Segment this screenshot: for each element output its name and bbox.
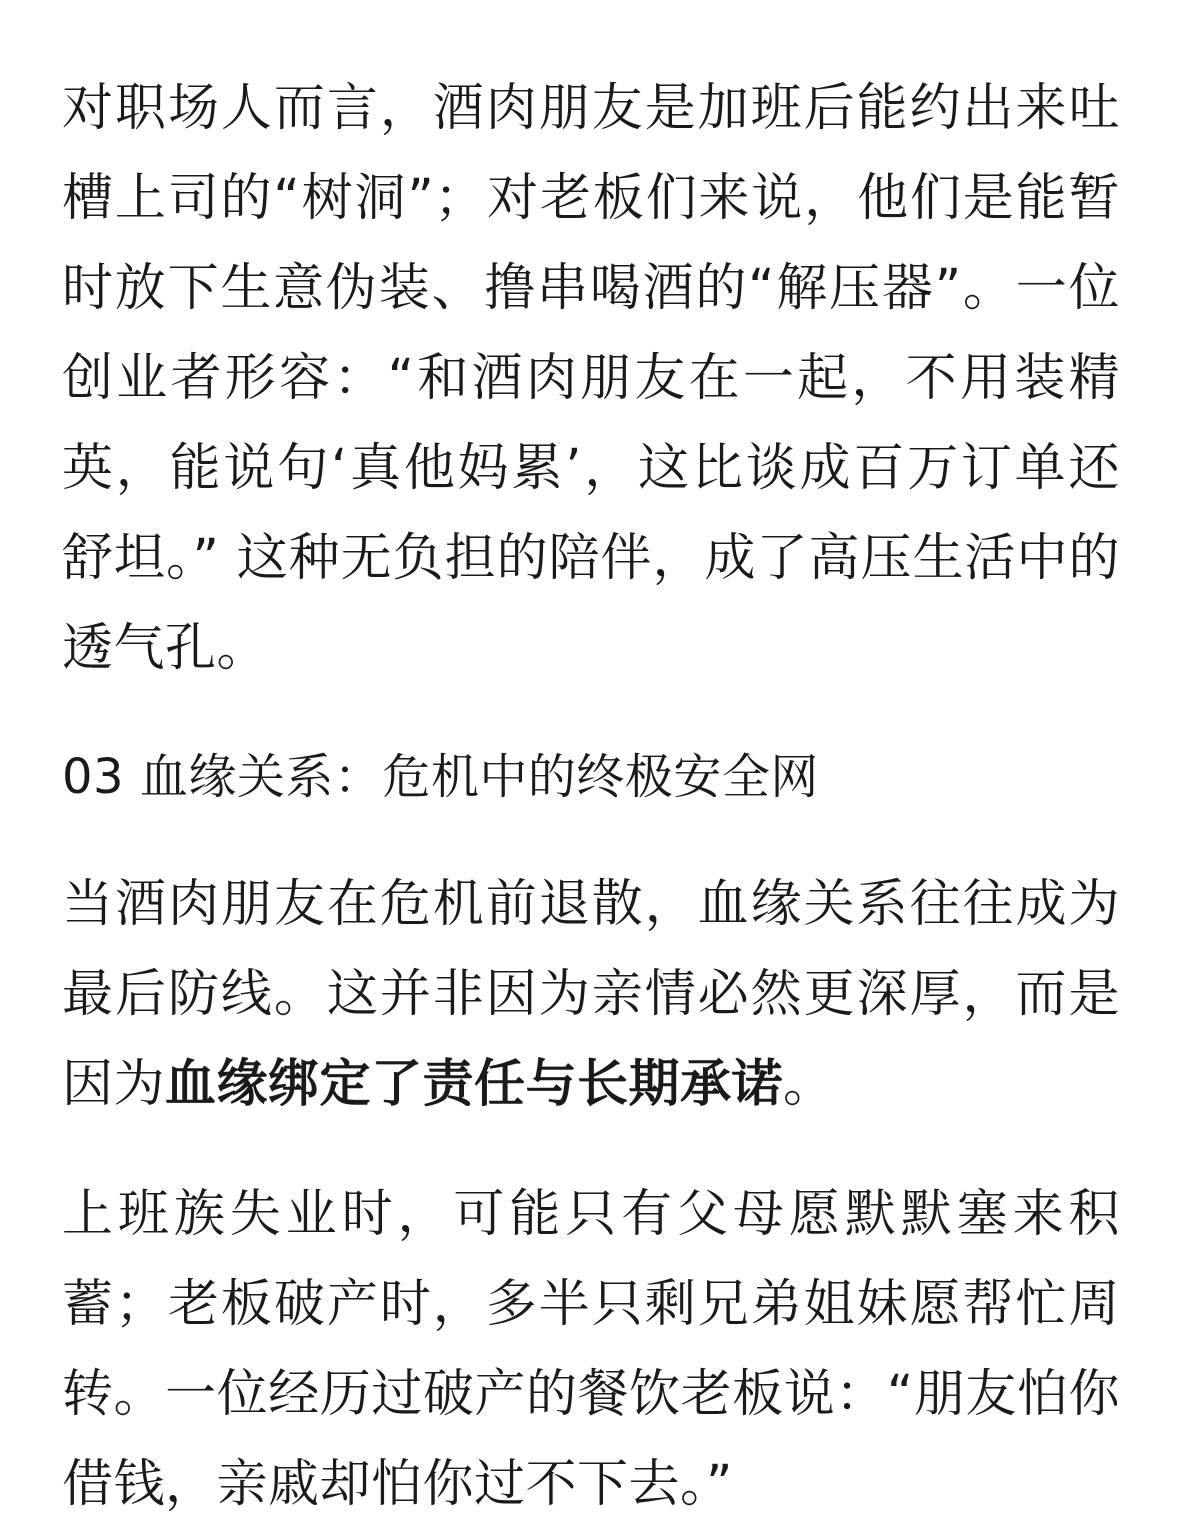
paragraph-workplace-friends: 对职场人而言，酒肉朋友是加班后能约出来吐槽上司的“树洞”；对老板们来说，他们是能暂时放下生意伪装、撸串喝酒的“解压器”。一位创业者形容：“和酒肉朋友在一起，不用装精英，能说句‘真他妈累’，这比谈成百万订单还舒坦。” 这种无负担的陪伴，成了高压生活中的透气孔。 xyxy=(62,79,1120,678)
section-heading: 03 血缘关系：危机中的终极安全网 xyxy=(62,749,819,805)
article-body xyxy=(62,64,1120,1530)
bold-emphasis: 血缘绑定了责任与长期承诺 xyxy=(165,1055,784,1114)
paragraph-blood-ties xyxy=(62,860,1120,1130)
paragraph-family-support: 上班族失业时，可能只有父母愿默默塞来积蓄；老板破产时，多半只剩兄弟姐妹愿帮忙周转。一位经历过破产的餐饮老板说：“朋友怕你借钱，亲戚却怕你过不下去。” xyxy=(62,1185,1120,1514)
paragraph-blood-ties-tail: 。 xyxy=(783,1055,835,1114)
paragraph-blood-ties-lead: 当酒肉朋友在危机前退散，血缘关系往往成为最后防线。这并非因为亲情必然更深厚，而是因为 xyxy=(62,875,1120,1114)
